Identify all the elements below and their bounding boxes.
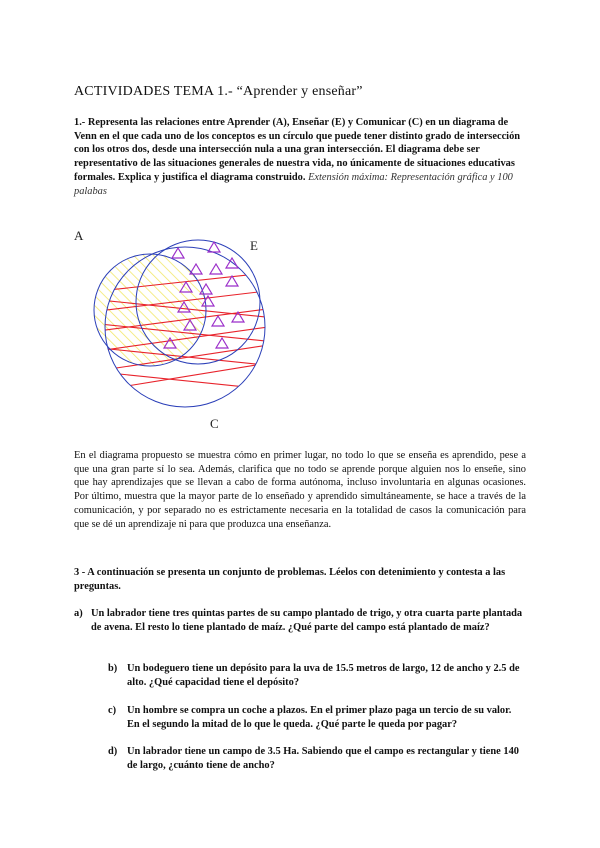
question-1-text: 1.- Representa las relaciones entre Aprender (A), Enseñar (E) y Comunicar (C) en un diagrama de Venn en el que cada uno de los conceptos es un círculo que puede tener distinto grado de intersección con los otros dos, desde una intersección nula a una gran intersección. El diagrama debe ser representativo de las situaciones generales de nuestra vida, no únicamente de situaciones educativas formales. Explica y justifica el diagrama construido. bbox=[74, 117, 521, 183]
triangle-icon bbox=[212, 316, 224, 326]
triangle-icon bbox=[216, 338, 228, 348]
problem-label: a) bbox=[74, 608, 83, 619]
question-3-intro: 3 - A continuación se presenta un conjunto de problemas. Léelos con detenimiento y contesta a las preguntas. bbox=[74, 567, 506, 592]
label-c: C bbox=[210, 416, 219, 431]
problem-text: Un bodeguero tiene un depósito para la uva de 15.5 metros de largo, 12 de ancho y 2.5 de alto. ¿Qué capacidad tiene el depósito? bbox=[127, 663, 520, 688]
problem-c bbox=[108, 704, 526, 731]
triangle-icon bbox=[210, 264, 222, 274]
problem-d bbox=[108, 745, 526, 772]
venn-diagram bbox=[60, 222, 300, 432]
problem-label: c) bbox=[108, 705, 117, 716]
answer-paragraph: En el diagrama propuesto se muestra cómo en primer lugar, no todo lo que se enseña es aprendido, pese a que una gran parte sí lo sea. Además, clarifica que no todo se aprende porque alguien nos lo enseñe, sino que hay aprendizajes que se llevan a cabo de forma autónoma, incluso involuntaria en algunas ocasiones. Por último, muestra que la mayor parte de lo enseñado y aprendido simultáneamente, se hace a través de la comunicación, y por separado no es estrictamente necesaria en la totalidad de casos la comunicación para que se dé un aprendizaje ni para que produzca una enseñanza. bbox=[74, 450, 526, 530]
label-e: E bbox=[250, 238, 258, 253]
problem-text: Un labrador tiene tres quintas partes de su campo plantado de trigo, y otra cuarta parte plantada de avena. El resto lo tiene plantado de maíz. ¿Qué parte del campo está plantado de maíz? bbox=[91, 608, 523, 633]
label-a: A bbox=[74, 228, 84, 243]
problem-label: b) bbox=[108, 663, 118, 674]
question-1-note: Extensión máxima: Representación gráfica y 100 palabas bbox=[74, 171, 513, 197]
problem-text: Un hombre se compra un coche a plazos. En el primer plazo paga un tercio de su valor. En el segundo la mitad de lo que le queda. ¿Qué parte le queda por pagar? bbox=[127, 705, 512, 730]
problem-text: Un labrador tiene un campo de 3.5 Ha. Sabiendo que el campo es rectangular y tiene 140 de largo, ¿cuánto tiene de ancho? bbox=[127, 746, 519, 771]
problem-label: d) bbox=[108, 746, 118, 757]
triangle-icon bbox=[172, 248, 184, 258]
question-1 bbox=[74, 116, 526, 198]
page-title: ACTIVIDADES TEMA 1.- “Aprender y enseñar” bbox=[74, 84, 363, 99]
problem-a bbox=[74, 607, 526, 634]
problem-b bbox=[108, 662, 526, 689]
